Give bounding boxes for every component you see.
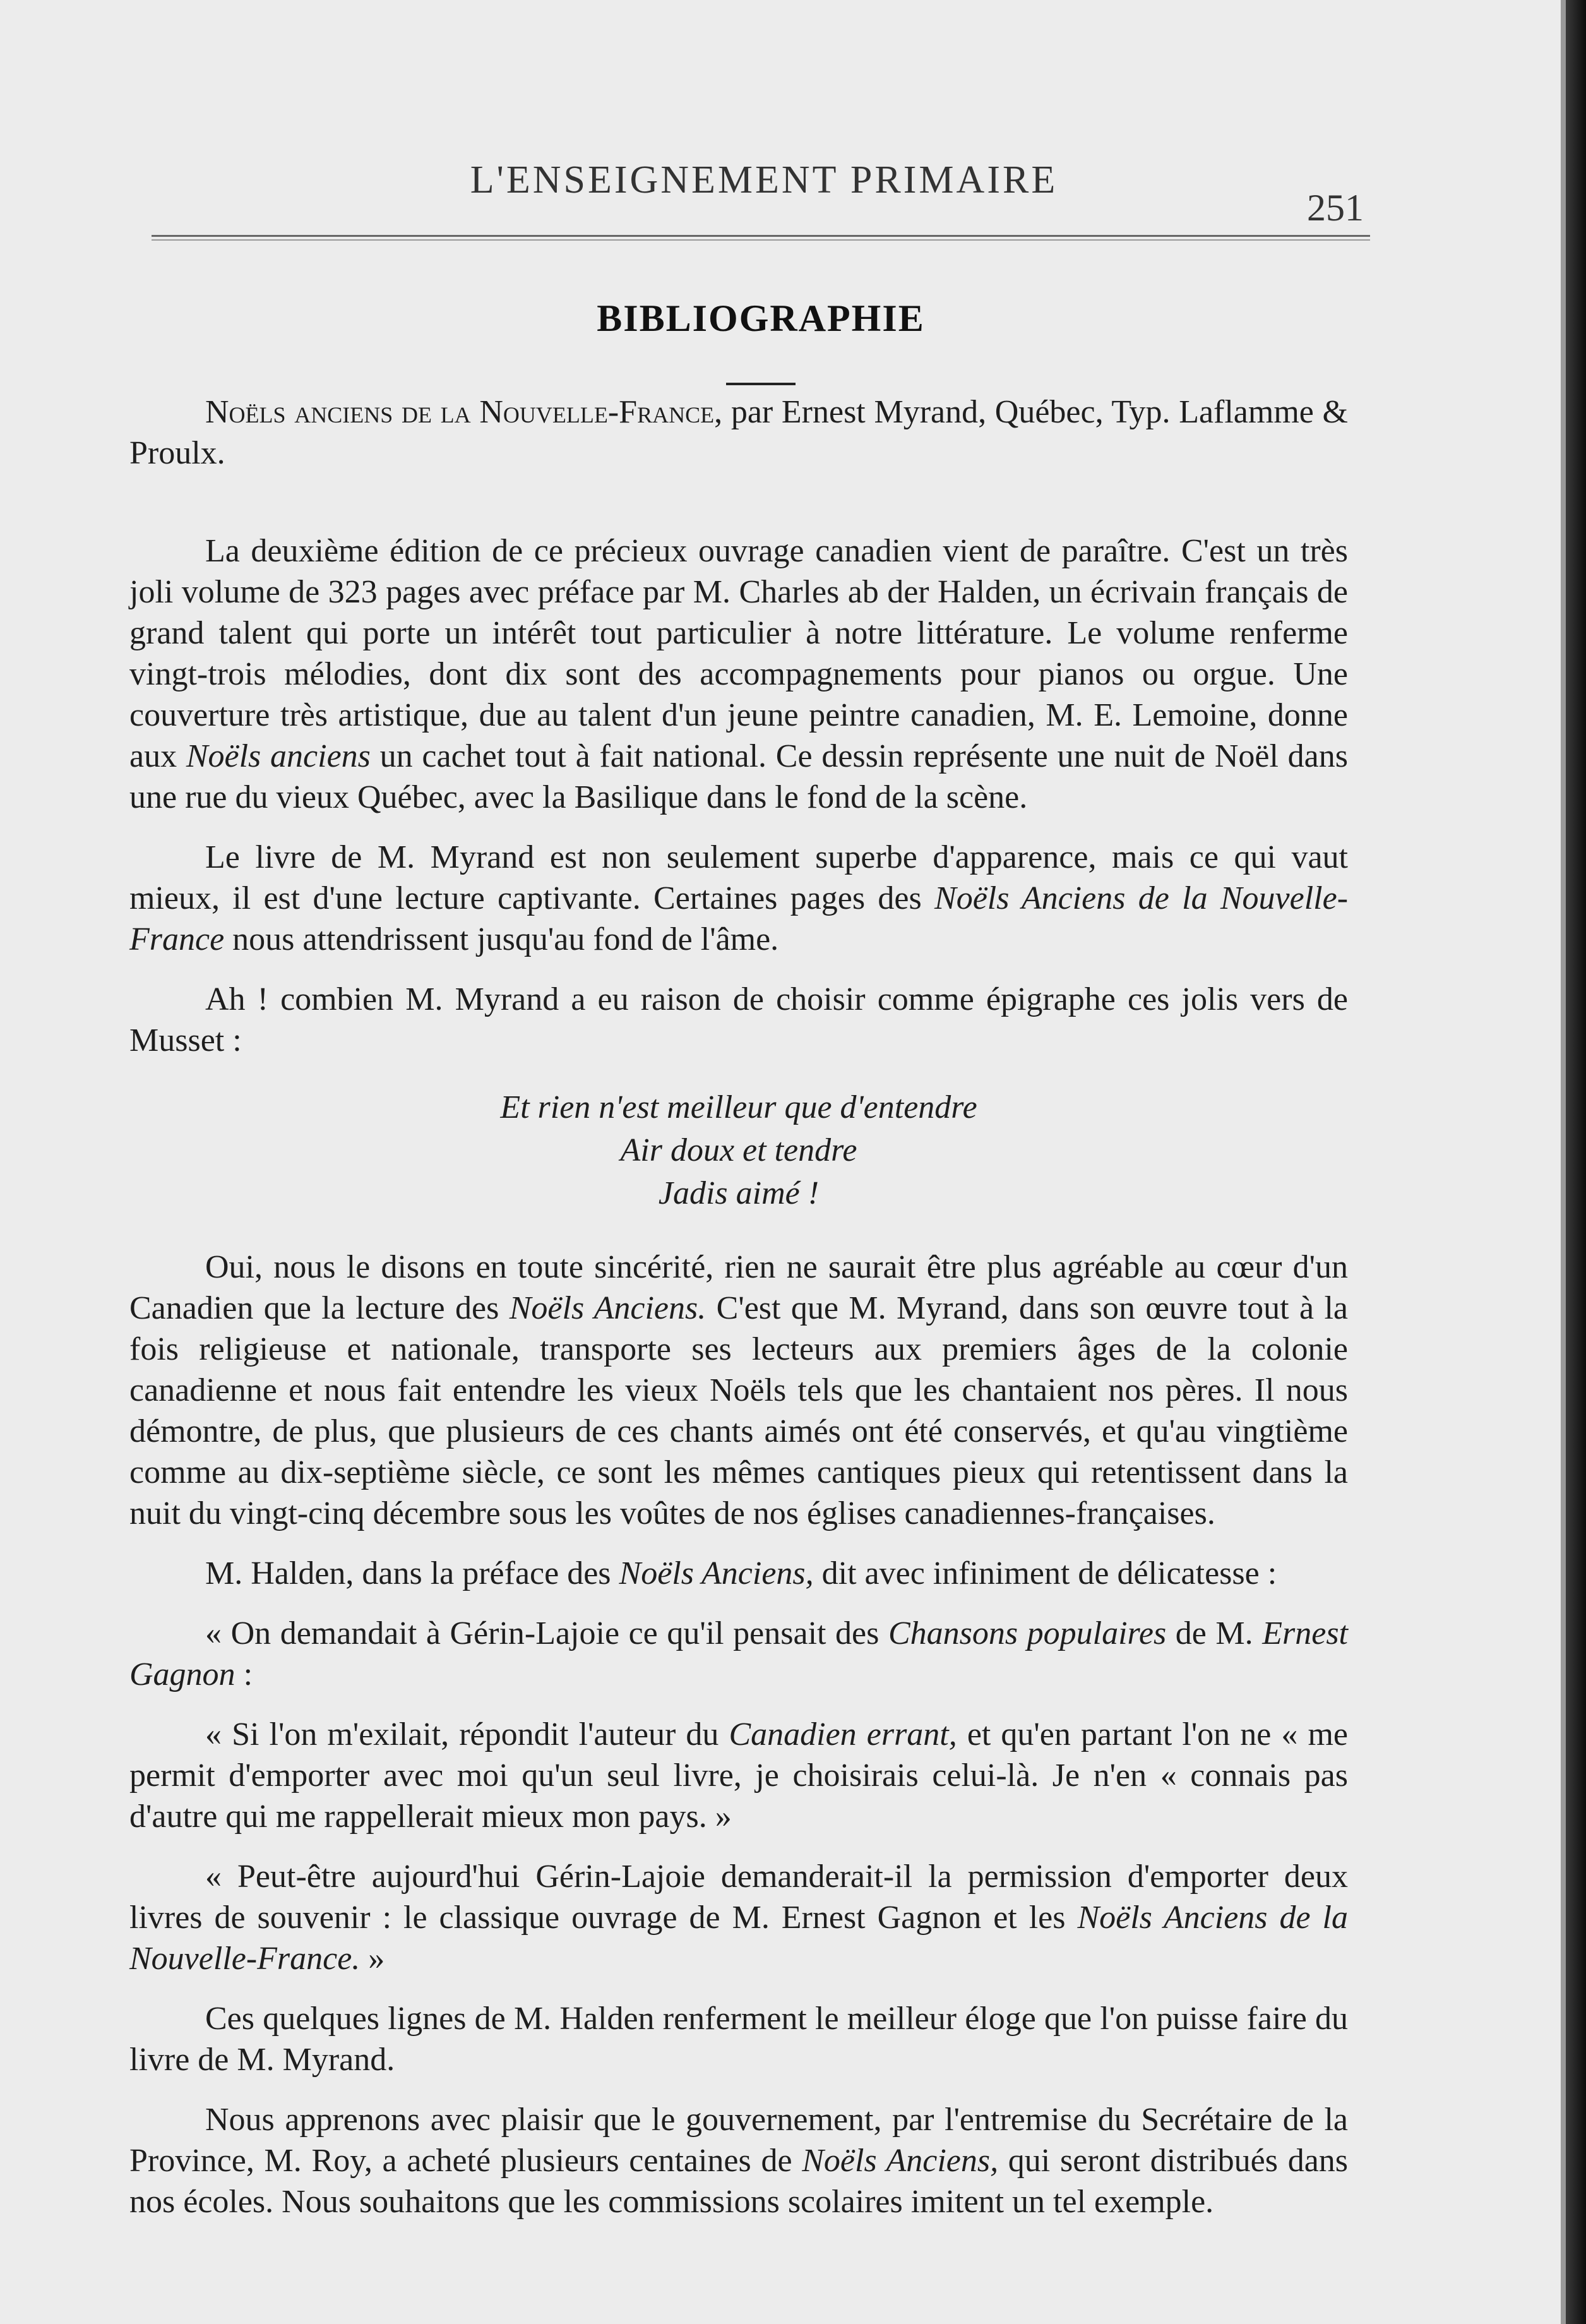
paragraph: Le livre de M. Myrand est non seulement superbe d'apparence, mais ce qui vaut mieux, il est d'une lecture captivante. Certaines pages des Noëls Anciens de la Nouvelle-France nous attendrissent jusqu'au fond de l'âme. [129, 839, 1349, 957]
paragraph: « Si l'on m'exilait, répondit l'auteur du Canadien errant, et qu'en partant l'on ne « me permit d'emporter avec moi qu'un seul livre, je choisirais celui-là. Je n'en « connais pas d'autre qui me rappellerait mieux mon pays. » [129, 1716, 1348, 1835]
paragraph: Oui, nous le disons en toute sincérité, rien ne saurait être plus agréable au cœur d'un Canadien que la lecture des Noëls Anciens. C'est que M. Myrand, dans son œuvre tout à la fois religieuse et nationale, transporte ses lecteurs aux premiers âges de la colonie canadienne et nous fait entendre les vieux Noëls tels que les chantaient nos pères. Il nous démontre, de plus, que plusieurs de ces chants aimés ont été conservés, et qu'au vingtième comme au dix-septième siècle, ce sont les mêmes cantiques pieux qui retentissent dans la nuit du vingt-cinq décembre sous les voûtes de nos églises canadiennes-françaises. [129, 1249, 1348, 1531]
paragraph: Ces quelques lignes de M. Halden renferment le meilleur éloge que l'on puisse faire du livre de M. Myrand. [129, 2001, 1348, 2078]
paragraph: M. Halden, dans la préface des Noëls Anciens, dit avec infiniment de délicatesse : [205, 1555, 1277, 1591]
title-underline [726, 383, 796, 385]
reference-title: Noëls anciens de la Nouvelle-France, [205, 394, 723, 430]
paragraph: « Peut-être aujourd'hui Gérin-Lajoie demanderait-il la permission d'emporter deux livres de souvenir : le classique ouvrage de M. Ernest Gagnon et les Noëls Anciens de la Nouvelle-France. » [129, 1859, 1348, 1977]
verse-line: Jadis aimé ! [658, 1175, 820, 1211]
page-header [152, 158, 1376, 234]
paragraph: La deuxième édition de ce précieux ouvrage canadien vient de paraître. C'est un très joli volume de 323 pages avec préface par M. Charles ab der Halden, un écrivain français de grand talent qui porte un intérêt tout particulier à notre littérature. Le volume renferme vingt-trois mélodies, dont dix sont des accompagnements pour pianos ou orgue. Une couverture très artistique, due au talent d'un jeune peintre canadien, M. E. Lemoine, donne aux Noëls anciens un cachet tout à fait national. Ce dessin représente une nuit de Noël dans une rue du vieux Québec, avec la Basilique dans le fond de la scène. [129, 533, 1348, 815]
header-rule [152, 235, 1370, 241]
paragraph: Nous apprenons avec plaisir que le gouvernement, par l'entremise du Secrétaire de la Province, M. Roy, a acheté plusieurs centaines de Noëls Anciens, qui seront distribués dans nos écoles. Nous souhaitons que les commissions scolaires imitent un tel exemple. [129, 2102, 1349, 2220]
page-number: 251 [1307, 187, 1364, 229]
verse-line: Et rien n'est meilleur que d'entendre [500, 1089, 977, 1125]
article-body [129, 392, 1348, 2241]
book-spine [1566, 0, 1586, 2324]
section-title: BIBLIOGRAPHIE [597, 297, 925, 339]
paragraph: « On demandait à Gérin-Lajoie ce qu'il pensait des Chansons populaires de M. Ernest Gagnon : [129, 1615, 1348, 1692]
paragraph: Ah ! combien M. Myrand a eu raison de choisir comme épigraphe ces jolis vers de Musset : [129, 981, 1348, 1058]
reference-details: par Ernest Myrand, Québec, Typ. Laflamme & Proulx. [129, 394, 1348, 471]
book-reference [129, 392, 1348, 474]
verse-line: Air doux et tendre [620, 1132, 857, 1168]
epigraph-verse [129, 1086, 1348, 1215]
running-head: L'ENSEIGNEMENT PRIMAIRE [470, 159, 1058, 201]
